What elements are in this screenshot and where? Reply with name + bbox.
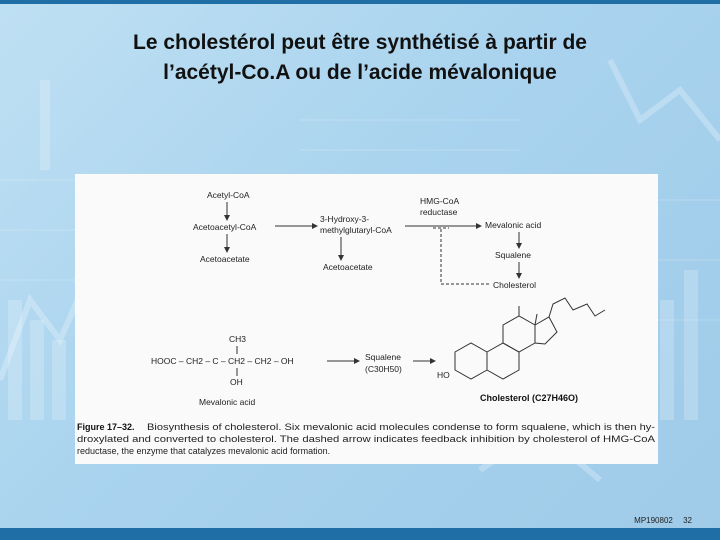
label-enzyme-line1: HMG-CoA bbox=[420, 196, 460, 206]
caption-line-1: Biosynthesis of cholesterol. Six mevalonic acid molecules condense to form squalene, which is then hy- bbox=[147, 422, 655, 432]
label-acetoacetyl-coa: Acetoacetyl-CoA bbox=[193, 222, 257, 232]
slide-footer bbox=[626, 516, 692, 525]
label-acetoacetate-left: Acetoacetate bbox=[200, 254, 250, 264]
label-acetyl-coa: Acetyl-CoA bbox=[207, 190, 250, 200]
footer-code: MP190802 bbox=[634, 516, 673, 525]
label-oh: OH bbox=[230, 377, 243, 387]
label-enzyme-line2: reductase bbox=[420, 207, 458, 217]
cholesterol-structure bbox=[455, 298, 605, 379]
label-mevalonic-formula: HOOC – CH2 – C – CH2 – CH2 – OH bbox=[151, 356, 294, 366]
footer-page-number: 32 bbox=[683, 516, 692, 525]
label-mevalonic-acid: Mevalonic acid bbox=[485, 220, 542, 230]
caption-line-2: droxylated and converted to cholesterol. The dashed arrow indicates feedback inhibition by cholesterol of HMG-CoA bbox=[77, 434, 655, 444]
title-line-1: Le cholestérol peut être synthétisé à partir de bbox=[133, 31, 587, 54]
label-cholesterol-structure: Cholesterol (C27H46O) bbox=[480, 393, 579, 403]
caption-line-3: reductase, the enzyme that catalyzes mevalonic acid formation. bbox=[77, 446, 331, 456]
bottom-accent-bar bbox=[0, 528, 720, 540]
label-ho: HO bbox=[437, 370, 450, 380]
slide-title bbox=[40, 28, 680, 88]
caption-label: Figure 17–32. bbox=[77, 422, 135, 432]
label-squalene: Squalene bbox=[495, 250, 531, 260]
figure-image bbox=[75, 174, 658, 464]
feedback-inhibition-arrow bbox=[433, 228, 489, 284]
label-squalene-formula: (C30H50) bbox=[365, 364, 402, 374]
figure-drawing bbox=[75, 174, 658, 464]
label-hmg-line2: methylglutaryl-CoA bbox=[320, 225, 392, 235]
title-line-2: l’acétyl-Co.A ou de l’acide mévalonique bbox=[163, 61, 557, 84]
label-ch3: CH3 bbox=[229, 334, 247, 344]
label-hmg-line1: 3-Hydroxy-3- bbox=[320, 214, 370, 224]
label-acetoacetate-right: Acetoacetate bbox=[323, 262, 373, 272]
pathway-arrows bbox=[227, 202, 519, 278]
label-mevalonic-structure: Mevalonic acid bbox=[199, 397, 256, 407]
label-cholesterol: Cholesterol bbox=[493, 280, 536, 290]
label-squalene-structure: Squalene bbox=[365, 352, 401, 362]
